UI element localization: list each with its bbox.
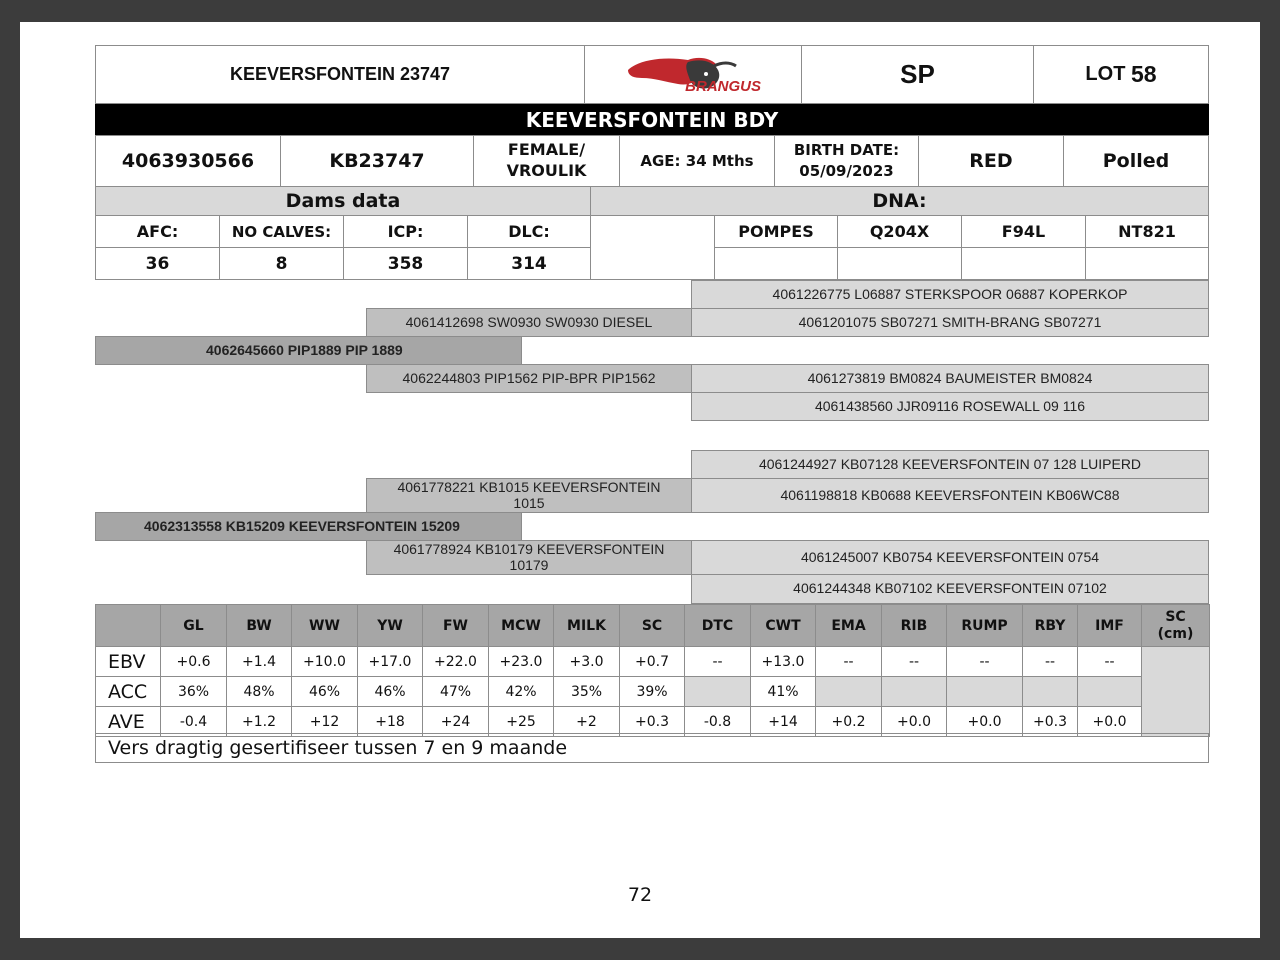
pedigree-sire-sire: 4061412698 SW0930 SW0930 DIESEL: [366, 308, 692, 337]
birth-date: [774, 135, 919, 187]
ebv-cell-ave-fw: +24: [422, 706, 489, 737]
ebv-cell-acc-rib: [881, 676, 947, 707]
dna-title: DNA:: [590, 186, 1209, 216]
ebv-cell-acc-rump: [946, 676, 1023, 707]
ebv-cell-ebv-rib: --: [881, 646, 947, 677]
ebv-cell-acc-cwt: 41%: [750, 676, 816, 707]
ebv-cell-ave-cwt: +14: [750, 706, 816, 737]
ebv-header-rib: RIB: [881, 604, 947, 647]
pedigree-dam-sire-sire: 4061244927 KB07128 KEEVERSFONTEIN 07 128 LUIPERD: [691, 450, 1209, 479]
ebv-cell-ebv-rby: --: [1022, 646, 1078, 677]
ebv-header-sc: SC: [619, 604, 685, 647]
ebv-header-yw: YW: [357, 604, 423, 647]
dams-value-afc: 36: [95, 247, 220, 280]
ebv-header-imf: IMF: [1077, 604, 1142, 647]
ebv-cell-ebv-fw: +22.0: [422, 646, 489, 677]
ebv-header-ww: WW: [291, 604, 358, 647]
ebv-header-cwt: CWT: [750, 604, 816, 647]
pedigree-dam-dam-dam: 4061244348 KB07102 KEEVERSFONTEIN 07102: [691, 574, 1209, 604]
dna-header-q204x: Q204X: [837, 215, 962, 248]
dams-header-calves: NO CALVES:: [219, 215, 344, 248]
ebv-cell-ebv-yw: +17.0: [357, 646, 423, 677]
status-code: SP: [801, 45, 1034, 104]
ebv-cell-acc-dtc: [684, 676, 751, 707]
ebv-cell-ebv-mcw: +23.0: [488, 646, 554, 677]
ebv-header-fw: FW: [422, 604, 489, 647]
ebv-cell-acc-ema: [815, 676, 882, 707]
pedigree-sire-dam-sire: 4061273819 BM0824 BAUMEISTER BM0824: [691, 364, 1209, 393]
pedigree-sire: 4062645660 PIP1889 PIP 1889: [95, 336, 522, 365]
ebv-cell-acc-gl: 36%: [160, 676, 227, 707]
pedigree-dam: 4062313558 KB15209 KEEVERSFONTEIN 15209: [95, 512, 522, 541]
ebv-cell-ave-sc: +0.3: [619, 706, 685, 737]
dna-header-pompes: POMPES: [714, 215, 838, 248]
ebv-cell-ave-imf: +0.0: [1077, 706, 1142, 737]
ebv-cell-ebv-sc: +0.7: [619, 646, 685, 677]
age: AGE: 34 Mths: [619, 135, 775, 187]
sex-line2: VROULIK: [506, 161, 587, 180]
animal-name: KEEVERSFONTEIN 23747: [95, 45, 585, 104]
pedigree-sire-sire-sire: 4061226775 L06887 STERKSPOOR 06887 KOPERKOP: [691, 280, 1209, 309]
pedigree-sire-dam: 4062244803 PIP1562 PIP-BPR PIP1562: [366, 364, 692, 393]
lot-number: [1033, 45, 1209, 104]
ebv-header-rby: RBY: [1022, 604, 1078, 647]
ebv-cell-acc-mcw: 42%: [488, 676, 554, 707]
ebv-cell-ebv-rump: --: [946, 646, 1023, 677]
ebv-cell-acc-milk: 35%: [553, 676, 620, 707]
ebv-cell-ave-ema: +0.2: [815, 706, 882, 737]
ebv-cell-ave-rump: +0.0: [946, 706, 1023, 737]
ebv-cell-acc-ww: 46%: [291, 676, 358, 707]
ebv-sc-cm-values: [1141, 646, 1210, 737]
catalog-page: [20, 22, 1260, 938]
ebv-cell-ave-milk: +2: [553, 706, 620, 737]
id-number: 4063930566: [95, 135, 281, 187]
ebv-row-label-acc: ACC: [95, 676, 161, 707]
lot-value: 58: [1130, 61, 1157, 87]
ebv-cell-ebv-bw: +1.4: [226, 646, 292, 677]
ebv-cell-ave-ww: +12: [291, 706, 358, 737]
ebv-row-label-ebv: EBV: [95, 646, 161, 677]
dams-header-afc: AFC:: [95, 215, 220, 248]
lot-label: LOT: [1085, 63, 1126, 85]
sex: [473, 135, 620, 187]
dams-title: Dams data: [95, 186, 591, 216]
dams-value-calves: 8: [219, 247, 344, 280]
ebv-header-ema: EMA: [815, 604, 882, 647]
ebv-header-sc-cm: [1141, 604, 1210, 647]
dna-value-q204x: [837, 247, 962, 280]
horn-status: Polled: [1063, 135, 1209, 187]
dams-header-icp: ICP:: [343, 215, 468, 248]
ebv-cell-ave-bw: +1.2: [226, 706, 292, 737]
ebv-header-rump: RUMP: [946, 604, 1023, 647]
ebv-header-milk: MILK: [553, 604, 620, 647]
sc-cm-line1: SC: [1165, 608, 1186, 625]
ebv-cell-ave-gl: -0.4: [160, 706, 227, 737]
ebv-cell-ave-yw: +18: [357, 706, 423, 737]
ebv-cell-acc-bw: 48%: [226, 676, 292, 707]
colour: RED: [918, 135, 1064, 187]
dna-value-nt821: [1085, 247, 1209, 280]
dams-header-dlc: DLC:: [467, 215, 591, 248]
dams-value-dlc: 314: [467, 247, 591, 280]
ebv-cell-acc-imf: [1077, 676, 1142, 707]
dams-value-icp: 358: [343, 247, 468, 280]
sex-line1: FEMALE/: [507, 140, 586, 160]
ebv-cell-acc-rby: [1022, 676, 1078, 707]
pedigree-sire-dam-dam: 4061438560 JJR09116 ROSEWALL 09 116: [691, 392, 1209, 421]
pedigree-dam-dam-sire: 4061245007 KB0754 KEEVERSFONTEIN 0754: [691, 540, 1209, 575]
ebv-cell-ebv-ww: +10.0: [291, 646, 358, 677]
pregnancy-note: Vers dragtig gesertifiseer tussen 7 en 9 maande: [95, 733, 1209, 763]
ebv-cell-ave-dtc: -0.8: [684, 706, 751, 737]
tag-number: KB23747: [280, 135, 474, 187]
ebv-cell-ave-rib: +0.0: [881, 706, 947, 737]
birth-label: BIRTH DATE:: [793, 141, 900, 159]
dna-header-nt821: NT821: [1085, 215, 1209, 248]
pedigree-sire-sire-dam: 4061201075 SB07271 SMITH-BRANG SB07271: [691, 308, 1209, 337]
ebv-cell-ebv-cwt: +13.0: [750, 646, 816, 677]
dna-value-pompes: [714, 247, 838, 280]
ebv-cell-ebv-gl: +0.6: [160, 646, 227, 677]
ebv-cell-acc-fw: 47%: [422, 676, 489, 707]
pedigree-dam-sire-dam: 4061198818 KB0688 KEEVERSFONTEIN KB06WC88: [691, 478, 1209, 513]
ebv-header-gl: GL: [160, 604, 227, 647]
page-number: 72: [627, 884, 653, 906]
logo-text: BRANGUS: [685, 78, 761, 95]
ebv-header-bw: BW: [226, 604, 292, 647]
title-bar: KEEVERSFONTEIN BDY: [95, 104, 1209, 135]
dna-value-f94l: [961, 247, 1086, 280]
ebv-cell-ave-rby: +0.3: [1022, 706, 1078, 737]
ebv-cell-ebv-ema: --: [815, 646, 882, 677]
ebv-cell-ebv-dtc: --: [684, 646, 751, 677]
ebv-row-label-ave: AVE: [95, 706, 161, 737]
pedigree-dam-sire-line2: 1015: [513, 494, 545, 511]
ebv-cell-acc-sc: 39%: [619, 676, 685, 707]
pedigree-dam-dam-line2: 10179: [509, 556, 549, 573]
ebv-header-dtc: DTC: [684, 604, 751, 647]
ebv-cell-ave-mcw: +25: [488, 706, 554, 737]
ebv-cell-acc-yw: 46%: [357, 676, 423, 707]
ebv-header-mcw: MCW: [488, 604, 554, 647]
ebv-header-corner: [95, 604, 161, 647]
brangus-logo: [584, 45, 802, 104]
dna-blank: [590, 215, 715, 280]
ebv-cell-ebv-milk: +3.0: [553, 646, 620, 677]
sc-cm-line2: (cm): [1157, 625, 1194, 642]
dna-header-f94l: F94L: [961, 215, 1086, 248]
pedigree-dam-sire-line1: 4061778221 KB1015 KEEVERSFONTEIN: [397, 479, 661, 496]
pedigree-dam-dam-line1: 4061778924 KB10179 KEEVERSFONTEIN: [393, 541, 665, 558]
ebv-cell-ebv-imf: --: [1077, 646, 1142, 677]
birth-value: 05/09/2023: [799, 162, 894, 180]
pedigree-dam-dam: [366, 540, 692, 575]
pedigree-dam-sire: [366, 478, 692, 513]
